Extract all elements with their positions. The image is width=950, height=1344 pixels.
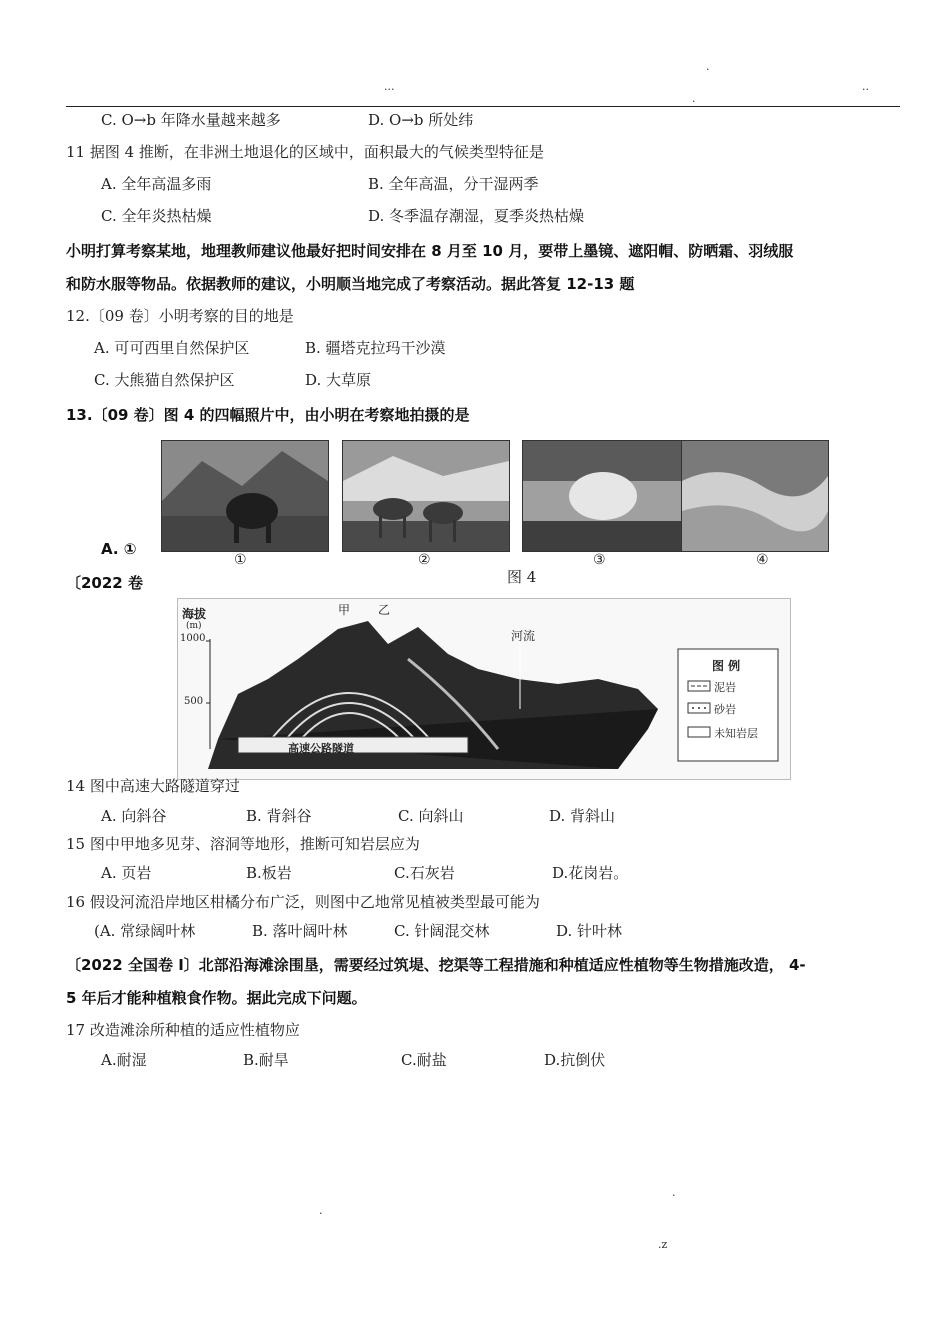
q14-option-a: A. 向斜谷 <box>101 807 167 825</box>
header-dot-top: . <box>706 60 710 73</box>
q15-option-c: C.石灰岩 <box>394 864 455 882</box>
diagram-legend-sandstone: 砂岩 <box>714 703 736 716</box>
intro1-line1: 小明打算考察某地，地理教师建议他最好把时间安排在 8 月至 10 月，要带上墨镜、遮阳帽、防晒霜、羽绒服 <box>66 242 794 260</box>
footer-dot-1: . <box>672 1186 676 1199</box>
diagram-label-yi: 乙 <box>378 603 391 617</box>
q11-option-d: D. 冬季温存潮湿，夏季炎热枯燥 <box>368 207 585 225</box>
q15-stem: 15 图中甲地多见芽、溶洞等地形，推断可知岩层应为 <box>66 835 420 853</box>
footer-z: .z <box>658 1238 668 1251</box>
q10-option-d: D. O→b 所处纬 <box>368 111 474 129</box>
q15-option-a: A. 页岩 <box>101 864 152 882</box>
intro3-line1: 〔2022 全国卷 I〕北部沿海滩涂围垦，需要经过筑堤、挖渠等工程措施和种植适应性植物等生物措施改造， 4- <box>66 956 806 974</box>
q11-option-c: C. 全年炎热枯燥 <box>101 207 212 225</box>
q15-option-d: D.花岗岩。 <box>552 864 629 882</box>
q12-stem: 12.〔09 卷〕小明考察的目的地是 <box>66 307 294 325</box>
q14-option-d: D. 背斜山 <box>549 807 616 825</box>
diagram-label-tunnel: 高速公路隧道 <box>288 742 354 755</box>
q12-option-a: A. 可可西里自然保护区 <box>94 339 250 357</box>
q14-option-c: C. 向斜山 <box>398 807 464 825</box>
diagram-legend-unknown: 未知岩层 <box>714 727 758 740</box>
photo-label-3: ③ <box>593 552 606 568</box>
q12-option-c: C. 大熊猫自然保护区 <box>94 371 235 389</box>
q17-stem: 17 改造滩涂所种植的适应性植物应 <box>66 1021 300 1039</box>
photo-label-4: ④ <box>756 552 769 568</box>
q11-option-a: A. 全年高温多雨 <box>101 175 212 193</box>
q17-option-b: B.耐旱 <box>243 1051 289 1069</box>
header-dots-left: ... <box>384 80 395 93</box>
q16-option-d: D. 针叶林 <box>556 922 623 940</box>
diagram-y-axis-title: 海拔 <box>182 607 207 621</box>
q12-option-d: D. 大草原 <box>305 371 372 389</box>
header-dot-mid: . <box>692 92 696 105</box>
q14-option-b: B. 背斜谷 <box>246 807 312 825</box>
q14-stem: 14 图中高速大路隧道穿过 <box>66 777 240 795</box>
photo-antelopes <box>342 440 510 552</box>
footer-dot-2: . <box>319 1204 323 1217</box>
diagram-y-tick-500: 500 <box>184 696 204 707</box>
intro3-line2: 5 年后才能种植粮食作物。据此完成下问题。 <box>66 989 367 1007</box>
diagram-y-tick-1000: 1000 <box>180 633 206 644</box>
q11-option-b: B. 全年高温，分干湿两季 <box>368 175 539 193</box>
q17-option-c: C.耐盐 <box>401 1051 447 1069</box>
q13-option-a: A. ① <box>101 540 137 558</box>
header-rule <box>66 106 900 107</box>
photo-elephant <box>522 440 690 552</box>
intro2-partial: 〔2022 卷 <box>66 574 143 592</box>
photo-label-1: ① <box>234 552 247 568</box>
q16-stem: 16 假设河流沿岸地区柑橘分布广泛，则图中乙地常见植被类型最可能为 <box>66 893 540 911</box>
q16-option-a: (A. 常绿阔叶林 <box>94 922 196 940</box>
intro1-line2: 和防水服等物品。依据教师的建议，小明顺当地完成了考察活动。据此答复 12-13 题 <box>66 275 635 293</box>
diagram-y-axis-unit: (m) <box>186 621 202 631</box>
diagram-label-jia: 甲 <box>338 603 351 617</box>
q15-option-b: B.板岩 <box>246 864 292 882</box>
q13-stem: 13.〔09 卷〕图 4 的四幅照片中，由小明在考察地拍摄的是 <box>66 406 470 424</box>
figure4-caption: 图 4 <box>507 568 537 586</box>
photo-dunes <box>681 440 829 552</box>
q12-option-b: B. 疆塔克拉玛干沙漠 <box>305 339 446 357</box>
diagram-legend-title: 图 例 <box>712 659 741 673</box>
diagram-legend-mudstone: 泥岩 <box>714 681 736 694</box>
diagram-label-river: 河流 <box>511 629 536 643</box>
photo-label-2: ② <box>418 552 431 568</box>
q11-stem: 11 据图 4 推断，在非洲土地退化的区域中，面积最大的气候类型特征是 <box>66 143 544 161</box>
q16-option-b: B. 落叶阔叶林 <box>252 922 348 940</box>
header-dots-right: .. <box>862 80 869 93</box>
q17-option-a: A.耐湿 <box>101 1051 147 1069</box>
q10-option-c: C. O→b 年降水量越来越多 <box>101 111 281 129</box>
geology-block-diagram <box>177 598 791 780</box>
q17-option-d: D.抗倒伏 <box>544 1051 606 1069</box>
photo-yak <box>161 440 329 552</box>
q16-option-c: C. 针阔混交林 <box>394 922 490 940</box>
